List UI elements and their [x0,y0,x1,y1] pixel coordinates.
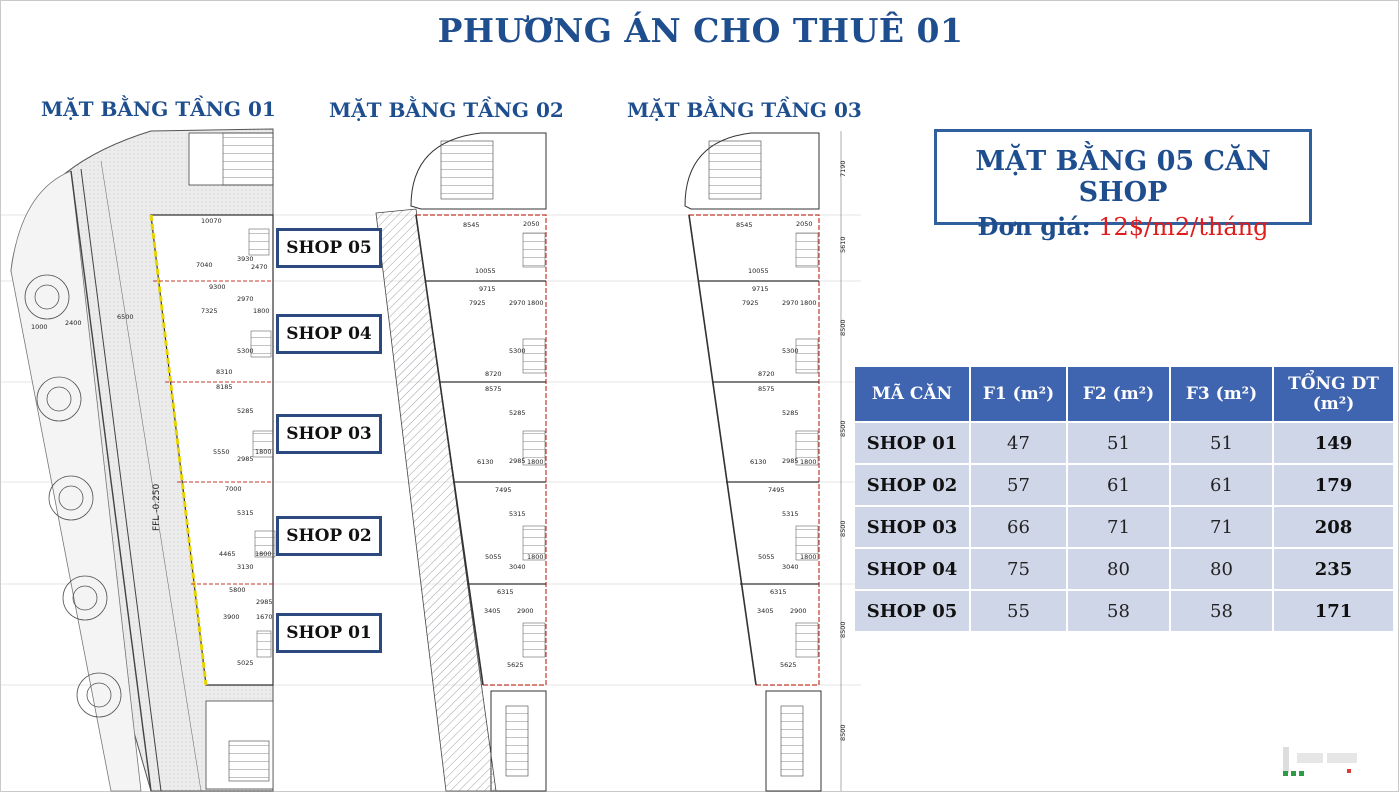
f3-dim: 9715 [752,285,769,293]
table-header-row [855,367,1393,421]
table-row [855,549,1393,589]
cell-f2: 80 [1068,549,1169,589]
f1-dim: 7325 [201,307,218,315]
f2-dim: 1800 [527,299,544,307]
shop-03-label: SHOP 03 [276,414,382,454]
f3-dim: 6130 [750,458,767,466]
f3-axis-dim: 8500 [839,420,847,437]
floor-1-title: MẶT BẰNG TẦNG 01 [41,97,276,121]
cell-code: SHOP 03 [855,507,969,547]
f3-dim: 5625 [780,661,797,669]
f2-dim: 6315 [497,588,514,596]
shop-05-label: SHOP 05 [276,228,382,268]
price-info-box [934,129,1312,241]
f1-dim: 5300 [237,347,254,355]
cell-f2: 71 [1068,507,1169,547]
f1-dim: 1000 [31,323,48,331]
cell-f2: 61 [1068,465,1169,505]
cell-f1: 66 [971,507,1066,547]
f3-dim: 6315 [770,588,787,596]
f2-dim: 1800 [527,553,544,561]
f3-dim: 5300 [782,347,799,355]
f2-dim: 2970 [509,299,526,307]
floor-plans-drawing [1,1,861,793]
f2-dim: 10055 [475,267,496,275]
f3-dim: 7495 [768,486,785,494]
shop-02-label: SHOP 02 [276,516,382,556]
header-total-line1: TỔNG DT [1288,374,1379,394]
table-row [855,465,1393,505]
shop-area-table [853,365,1395,633]
f1-dim: 8310 [216,368,233,376]
f1-dim: 5800 [229,586,246,594]
cell-total: 235 [1274,549,1393,589]
header-code: MÃ CĂN [855,367,969,421]
f1-dim: 3130 [237,563,254,571]
f3-dim: 1800 [800,553,817,561]
f3-axis-dim: 8500 [839,520,847,537]
f3-dim: 3405 [757,607,774,615]
f2-dim: 5315 [509,510,526,518]
info-price [937,212,1309,241]
page-title: PHƯƠNG ÁN CHO THUÊ 01 [437,11,964,50]
f2-dim: 9715 [479,285,496,293]
shop-01-label: SHOP 01 [276,613,382,653]
f3-axis-dim: 8500 [839,621,847,638]
cell-f3: 58 [1171,591,1272,631]
cell-code: SHOP 01 [855,423,969,463]
cell-total: 208 [1274,507,1393,547]
header-total-line2: (m²) [1312,394,1355,414]
f1-dim: 2985 [256,598,273,606]
f2-dim: 5285 [509,409,526,417]
header-total [1274,367,1393,421]
f1-dim: 7040 [196,261,213,269]
f1-dim: 2985 [237,455,254,463]
table-row [855,507,1393,547]
cell-f1: 55 [971,591,1066,631]
table-row [855,423,1393,463]
f3-axis-dim: 5610 [839,236,847,253]
f1-dim: 5550 [213,448,230,456]
f1-dim: 6500 [117,313,134,321]
f1-dim: 2470 [251,263,268,271]
price-label: Đơn giá: [977,212,1091,241]
f1-dim: 1800 [253,307,270,315]
f3-dim: 8575 [758,385,775,393]
cell-code: SHOP 04 [855,549,969,589]
header-f3: F3 (m²) [1171,367,1272,421]
shop-04-label: SHOP 04 [276,314,382,354]
cell-f3: 51 [1171,423,1272,463]
floor-3-title: MẶT BẰNG TẦNG 03 [627,98,862,122]
cell-f1: 47 [971,423,1066,463]
header-f1: F1 (m²) [971,367,1066,421]
f2-dim: 6130 [477,458,494,466]
f1-dim: 7000 [225,485,242,493]
f3-dim: 8545 [736,221,753,229]
cell-f3: 71 [1171,507,1272,547]
cell-f1: 75 [971,549,1066,589]
cell-f2: 58 [1068,591,1169,631]
f3-dim: 1800 [800,458,817,466]
f2-dim: 5300 [509,347,526,355]
f1-dim: 3930 [237,255,254,263]
f3-dim: 7925 [742,299,759,307]
f1-dim: 3900 [223,613,240,621]
f1-dim: 5315 [237,509,254,517]
f1-dim: 5285 [237,407,254,415]
f3-dim: 5055 [758,553,775,561]
watermark-logo [1283,747,1369,777]
header-f2: F2 (m²) [1068,367,1169,421]
cell-f1: 57 [971,465,1066,505]
f3-dim: 2900 [790,607,807,615]
f3-dim: 1800 [800,299,817,307]
f3-axis-dim: 8500 [839,724,847,741]
f3-dim: 8720 [758,370,775,378]
floor-2-plan [376,133,546,791]
f1-dim: 1670 [256,613,273,621]
floor-1-plan [11,129,275,791]
f2-dim: 2050 [523,220,540,228]
price-value: 12$/m2/tháng [1098,213,1269,241]
f1-dim: 1800 [255,550,272,558]
floor-2-title: MẶT BẰNG TẦNG 02 [329,98,564,122]
f1-dim: 4465 [219,550,236,558]
f2-dim: 7925 [469,299,486,307]
f3-axis-dim: 7190 [839,160,847,177]
f3-dim: 2970 [782,299,799,307]
f3-axis-dim: 8500 [839,319,847,336]
f2-dim: 3040 [509,563,526,571]
f1-dim: 1800 [255,448,272,456]
table-row [855,591,1393,631]
cell-total: 179 [1274,465,1393,505]
f1-dim: 2970 [237,295,254,303]
f1-dim: 5025 [237,659,254,667]
f2-dim: 5055 [485,553,502,561]
f3-dim: 5285 [782,409,799,417]
floor-3-plan [685,131,847,791]
cell-total: 171 [1274,591,1393,631]
cell-f3: 80 [1171,549,1272,589]
f1-dim: 9300 [209,283,226,291]
f1-dim: 2400 [65,319,82,327]
f3-dim: 10055 [748,267,769,275]
f2-dim: 3405 [484,607,501,615]
f2-dim: 2985 [509,457,526,465]
f2-dim: 7495 [495,486,512,494]
f1-dim: 10070 [201,217,222,225]
f2-dim: 8720 [485,370,502,378]
f2-dim: 8545 [463,221,480,229]
f3-dim: 2050 [796,220,813,228]
f3-dim: 5315 [782,510,799,518]
f3-dim: 3040 [782,563,799,571]
f3-dim: 2985 [782,457,799,465]
cell-code: SHOP 02 [855,465,969,505]
f2-dim: 1800 [527,458,544,466]
cell-f3: 61 [1171,465,1272,505]
cell-total: 149 [1274,423,1393,463]
f1-ffl: FFL -0.250 [152,483,162,531]
f2-dim: 5625 [507,661,524,669]
f2-dim: 2900 [517,607,534,615]
f1-dim: 8185 [216,383,233,391]
cell-f2: 51 [1068,423,1169,463]
info-title: MẶT BẰNG 05 CĂN SHOP [975,146,1271,208]
cell-code: SHOP 05 [855,591,969,631]
f2-dim: 8575 [485,385,502,393]
